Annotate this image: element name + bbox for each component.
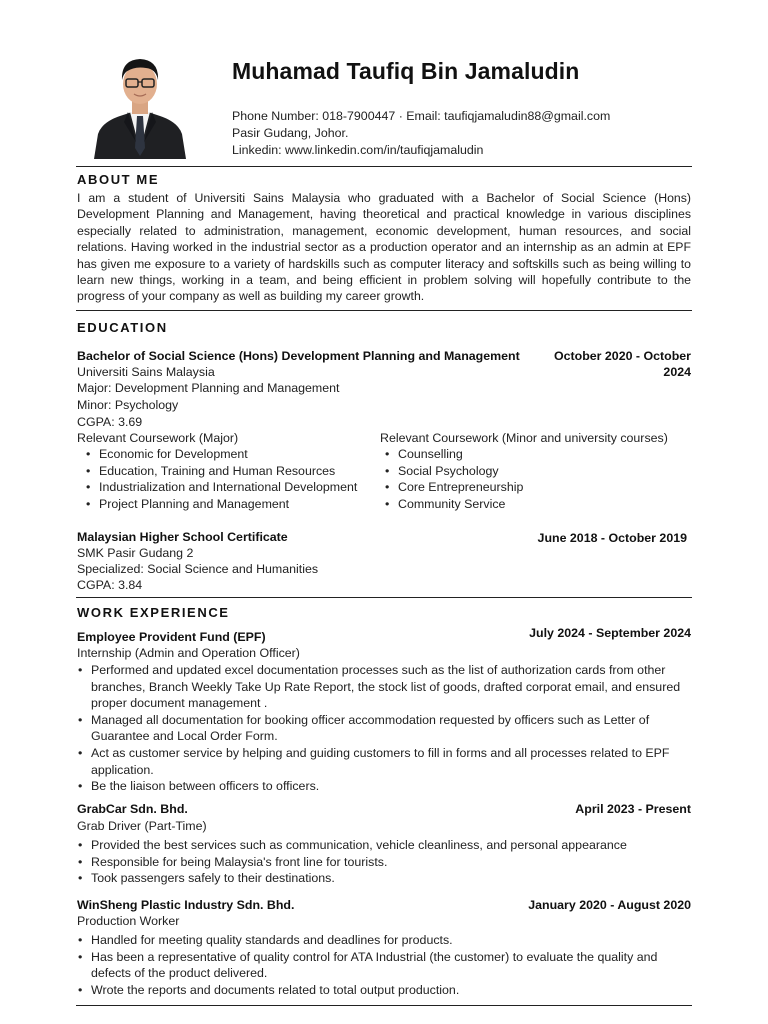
- job-duties-list: [77, 932, 691, 998]
- contact-phone-email: Phone Number: 018-7900447 · Email: taufiqjamaludin88@gmail.com: [232, 109, 611, 123]
- degree-date-line1: October 2020 - October: [553, 349, 691, 363]
- list-item: • Act as customer service by helping and guiding customers to fill in forms and all processes related to EPF application.: [77, 745, 691, 778]
- list-item: • Handled for meeting quality standards and deadlines for products.: [77, 932, 691, 949]
- list-item: • Took passengers safely to their destinations.: [77, 870, 691, 887]
- divider: [76, 166, 692, 167]
- contact-info: [232, 108, 610, 159]
- list-item: • Responsible for being Malaysia's front line for tourists.: [77, 854, 691, 871]
- coursework-minor-list: [376, 446, 523, 512]
- coursework-major-list: [77, 446, 357, 512]
- list-item: • Managed all documentation for booking officer accommodation requested by officers such as Letter of Guarantee and Local Order Form.: [77, 712, 691, 745]
- list-item: • Project Planning and Management: [77, 496, 357, 513]
- job-date: April 2023 - Present: [575, 802, 691, 816]
- job-company: GrabCar Sdn. Bhd.: [77, 802, 188, 816]
- divider: [76, 1005, 692, 1006]
- degree-date-line2: 2024: [663, 365, 691, 379]
- degree-title: Bachelor of Social Science (Hons) Development Planning and Management: [77, 349, 520, 363]
- coursework-major-label: Relevant Coursework (Major): [77, 431, 239, 445]
- job-role: Internship (Admin and Operation Officer): [77, 646, 300, 660]
- cert-date: June 2018 - October 2019: [537, 531, 687, 545]
- coursework-minor-label: Relevant Coursework (Minor and university courses): [380, 431, 668, 445]
- list-item: • Core Entrepreneurship: [376, 479, 523, 496]
- list-item: • Performed and updated excel documentation processes such as the list of authorization cards from other branches, Branch Weekly Take Up Rate Report, the stock list of goods, drafted corporat email, and ensured proper document management .: [77, 662, 691, 712]
- divider: [76, 310, 692, 311]
- education-section-title: EDUCATION: [77, 320, 168, 335]
- contact-address: Pasir Gudang, Johor.: [232, 126, 349, 140]
- job-company: WinSheng Plastic Industry Sdn. Bhd.: [77, 898, 295, 912]
- degree-minor: Minor: Psychology: [77, 398, 179, 412]
- list-item: • Counselling: [376, 446, 523, 463]
- list-item: • Be the liaison between officers to officers.: [77, 778, 691, 795]
- profile-photo: [88, 52, 192, 159]
- cert-title: Malaysian Higher School Certificate: [77, 530, 288, 544]
- job-role: Production Worker: [77, 914, 180, 928]
- cert-specialized: Specialized: Social Science and Humanities: [77, 562, 319, 576]
- about-text: I am a student of Universiti Sains Malaysia who graduated with a Bachelor of Social Science (Hons) Development Planning and Management, having theoretical and practical knowledge in various disciplines especially related to administration, management, economic development, human resources, and social relations. Having worked in the industrial sector as a production operator and an internship as an admin at EPF has given me exposure to a variety of hardskills such as computer literacy and softskills such as being willing to learn new things, working in a team, and being efficient in problem solving will hopefully contribute to the progress of your company as well as building my career growth.: [77, 191, 691, 304]
- job-date: July 2024 - September 2024: [529, 626, 691, 640]
- list-item: • Social Psychology: [376, 463, 523, 480]
- list-item: • Provided the best services such as communication, vehicle cleanliness, and personal appearance: [77, 837, 691, 854]
- contact-linkedin[interactable]: Linkedin: www.linkedin.com/in/taufiqjamaludin: [232, 143, 484, 157]
- list-item: • Education, Training and Human Resources: [77, 463, 357, 480]
- degree-major: Major: Development Planning and Management: [77, 381, 340, 395]
- divider: [76, 597, 692, 598]
- job-duties-list: [77, 837, 691, 887]
- list-item: • Wrote the reports and documents related to total output production.: [77, 982, 691, 999]
- work-section-title: WORK EXPERIENCE: [77, 605, 230, 620]
- job-company: Employee Provident Fund (EPF): [77, 630, 266, 644]
- degree-cgpa: CGPA: 3.69: [77, 415, 143, 429]
- about-section-title: ABOUT ME: [77, 172, 160, 187]
- degree-school: Universiti Sains Malaysia: [77, 365, 215, 379]
- cert-cgpa: CGPA: 3.84: [77, 578, 143, 592]
- job-role: Grab Driver (Part-Time): [77, 819, 207, 833]
- cert-school: SMK Pasir Gudang 2: [77, 546, 194, 560]
- list-item: • Industrialization and International Development: [77, 479, 357, 496]
- list-item: • Has been a representative of quality control for ATA Industrial (the customer) to evaluate the quality and defects of the product delivered.: [77, 949, 691, 982]
- job-duties-list: [77, 662, 691, 795]
- list-item: • Community Service: [376, 496, 523, 513]
- job-date: January 2020 - August 2020: [528, 898, 691, 912]
- candidate-name: Muhamad Taufiq Bin Jamaludin: [232, 58, 580, 84]
- list-item: • Economic for Development: [77, 446, 357, 463]
